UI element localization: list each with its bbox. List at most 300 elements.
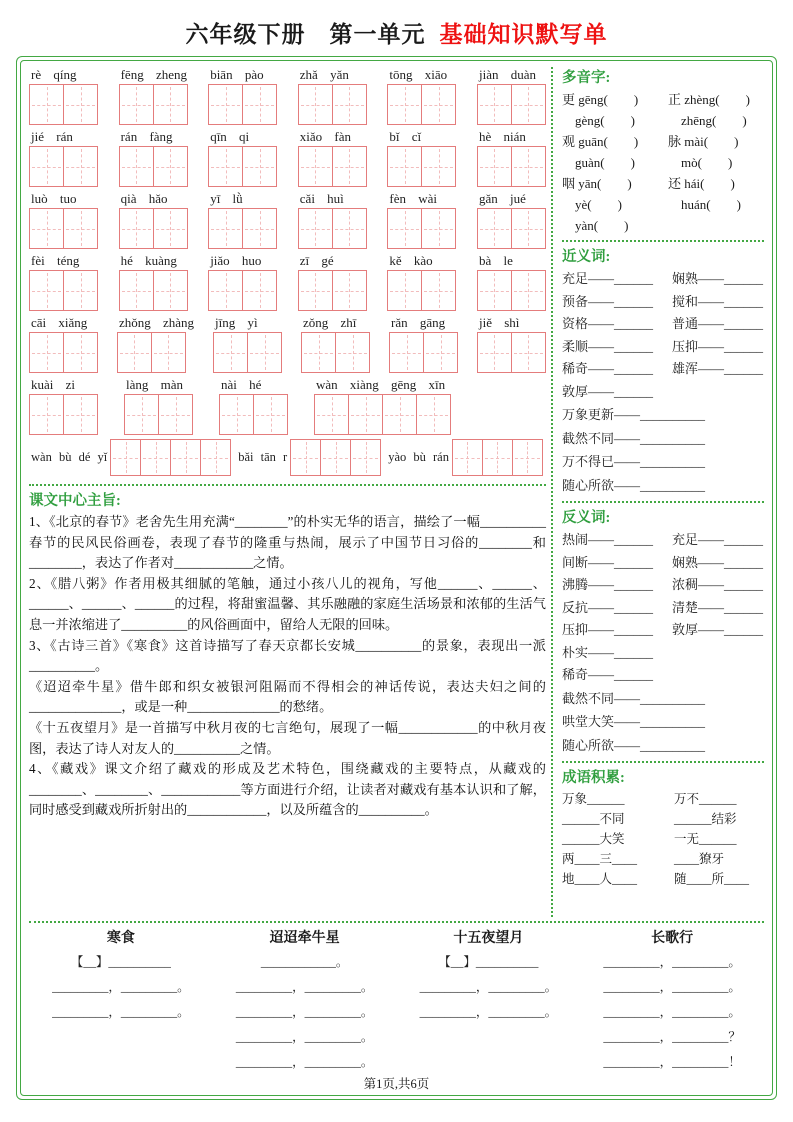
pinyin-word-group [29,377,98,435]
writing-box[interactable] [63,394,98,435]
pinyin-section [29,67,546,480]
pinyin-word-group [387,67,456,125]
writing-box[interactable] [140,439,171,476]
pinyin-label: zhǎ yǎn [299,67,349,82]
writing-grid [119,270,188,311]
word-pair-item: 随心所欲——__________ [562,737,706,753]
pinyin-word-group [387,253,456,311]
pinyin-label: yào bù rán [388,450,449,464]
idiom-item: 地____人____ [562,872,638,886]
word-pair-item: 稀奇——______ [562,361,654,376]
word-pair-item: 沸腾——______ [562,577,654,592]
antonyms-section [562,507,764,757]
writing-box[interactable] [63,146,98,187]
pinyin-word-group [477,67,546,125]
writing-box[interactable] [253,394,288,435]
pinyin-word-group [29,191,98,249]
writing-box[interactable] [153,146,188,187]
poem-title: 寒食 [106,931,135,946]
divider [562,240,764,242]
word-pair-item: 稀奇——______ [562,667,654,682]
word-pair-row [562,574,764,597]
duoyinzi-item: yàn( ) [562,218,629,233]
divider [29,921,764,923]
writing-box[interactable] [29,394,64,435]
writing-grid [119,84,188,125]
idioms-list [562,789,764,889]
poem-line: _________，_________。 [235,1005,374,1019]
poem-line: _________，_________。 [235,1055,374,1069]
poem-title: 十五夜望月 [453,931,524,946]
pinyin-label: làng màn [126,377,184,392]
writing-grid [29,84,98,125]
duoyinzi-item: 脉 mài( ) [668,134,739,149]
writing-box[interactable] [29,208,64,249]
word-pair-item: 朴实——______ [562,644,654,660]
poem-column [29,928,213,1075]
word-pair-row [562,642,764,665]
word-pair-row [562,529,764,552]
writing-box[interactable] [208,146,243,187]
writing-box[interactable] [119,270,154,311]
pinyin-label: qià hǎo [120,191,168,206]
writing-box[interactable] [511,332,546,373]
writing-box[interactable] [511,146,546,187]
writing-box[interactable] [511,270,546,311]
writing-box[interactable] [382,394,417,435]
pinyin-label: kuài zi [31,377,76,392]
duoyinzi-list [562,89,764,236]
writing-box[interactable] [242,84,277,125]
pinyin-row [29,315,546,373]
pinyin-label: luò tuo [31,191,77,206]
writing-box[interactable] [452,439,483,476]
writing-box[interactable] [208,84,243,125]
pinyin-word-group [219,377,288,435]
pinyin-row [29,67,546,125]
word-pair-item: 资格——______ [562,316,654,331]
word-pair-row [562,268,764,291]
writing-box[interactable] [477,332,512,373]
writing-box[interactable] [350,439,381,476]
writing-box[interactable] [423,332,458,373]
writing-grid [29,394,98,435]
page-title [16,16,777,49]
page-number: 第1页,共6页 [363,1077,430,1091]
writing-box[interactable] [158,394,193,435]
writing-grid [477,332,546,373]
pinyin-word-group [29,67,98,125]
poem-line: _________，_________。 [603,980,741,994]
writing-grid [124,394,193,435]
writing-box[interactable] [477,208,512,249]
duoyinzi-row [562,215,764,236]
word-pair-item: 娴熟——______ [672,554,764,570]
pinyin-label: jiě shì [478,315,520,330]
summary-paragraph: 3、《古诗三首》《寒食》这首诗描写了春天京都长安城__________的景象，表现出一派__________。 [29,637,546,674]
writing-grid [119,146,188,187]
idiom-item: 两____三____ [562,852,638,866]
writing-box[interactable] [63,332,98,373]
pinyin-label: rǎn gāng [391,315,446,330]
pinyin-word-group [236,439,381,476]
duoyinzi-section [562,67,764,236]
pinyin-label: fèn wài [389,191,437,206]
writing-box[interactable] [117,332,152,373]
writing-grid [477,208,546,249]
writing-box[interactable] [298,84,333,125]
pinyin-word-group [477,129,546,187]
pinyin-label: tōng xiāo [389,67,448,82]
word-pair-item: 万不得已——__________ [562,454,706,469]
writing-box[interactable] [389,332,424,373]
writing-box[interactable] [421,84,456,125]
word-pair-row [562,619,764,642]
word-pair-item: 万象更新——__________ [562,407,706,422]
poem-line: _________，_________！ [603,1055,741,1069]
writing-box[interactable] [110,439,141,476]
writing-grid [314,394,451,435]
writing-grid [208,84,277,125]
pinyin-word-group [477,315,546,373]
poem-line: _________，_________。 [235,1030,374,1044]
pinyin-row [29,191,546,249]
pinyin-word-group [119,191,188,249]
word-pair-item: 雄浑——______ [672,361,764,376]
writing-box[interactable] [335,332,370,373]
pinyin-row [29,253,546,311]
writing-box[interactable] [63,84,98,125]
writing-box[interactable] [242,208,277,249]
pinyin-label: wàn xiàng gēng xīn [316,377,446,392]
word-pair-item: 哄堂大笑——__________ [562,714,706,729]
pinyin-label: jīng yì [215,315,258,330]
idiom-row [562,829,764,849]
pinyin-word-group [298,129,367,187]
writing-box[interactable] [477,146,512,187]
idioms-section [562,767,764,889]
antonyms-heading: 反义词: [562,510,611,526]
writing-box[interactable] [332,208,367,249]
writing-box[interactable] [29,146,64,187]
word-pair-item: 热闹——______ [562,532,654,547]
writing-box[interactable] [153,270,188,311]
word-pair-item: 预备——______ [562,293,654,309]
writing-box[interactable] [151,332,186,373]
writing-box[interactable] [387,146,422,187]
poem-title: 迢迢牵牛星 [269,931,340,946]
pinyin-word-group [387,129,456,187]
pinyin-word-group [477,191,546,249]
duoyinzi-item: 咽 yān( ) [562,176,632,191]
writing-grid [298,208,367,249]
writing-grid [29,146,98,187]
word-pair-item: 压抑——______ [672,338,764,354]
duoyinzi-item: yè( ) [562,197,622,212]
duoyinzi-item: guàn( ) [562,155,635,170]
word-pair-item: 搅和——______ [672,293,764,309]
pinyin-word-group [387,191,456,249]
writing-box[interactable] [301,332,336,373]
synonyms-section [562,246,764,497]
writing-box[interactable] [416,394,451,435]
writing-grid [290,439,381,476]
duoyinzi-item: 更 gēng( ) [562,92,639,107]
synonyms-list [562,268,764,497]
writing-box[interactable] [482,439,513,476]
duoyinzi-item: huán( ) [668,197,741,212]
writing-box[interactable] [387,208,422,249]
pinyin-label: zī gé [299,253,334,268]
poem-line: _________，_________。 [235,980,374,994]
duoyinzi-item: zhēng( ) [668,113,747,128]
synonyms-heading: 近义词: [562,249,611,265]
writing-grid [298,84,367,125]
pinyin-label: biān pào [210,67,264,82]
writing-grid [387,146,456,187]
word-pair-item: 敦厚——______ [562,383,654,399]
writing-box[interactable] [511,208,546,249]
writing-box[interactable] [170,439,201,476]
writing-box[interactable] [320,439,351,476]
duoyinzi-item: 正 zhèng( ) [668,92,750,107]
writing-box[interactable] [247,332,282,373]
writing-box[interactable] [153,208,188,249]
pinyin-word-group [29,315,98,373]
writing-box[interactable] [219,394,254,435]
writing-grid [29,270,98,311]
writing-box[interactable] [477,270,512,311]
poem-line: _________，_________。 [603,955,741,969]
word-pair-item: 柔顺——______ [562,338,654,354]
writing-box[interactable] [512,439,543,476]
pinyin-row [29,377,546,435]
pinyin-word-group [29,129,98,187]
word-pair-item: 充足——______ [672,532,764,547]
writing-box[interactable] [314,394,349,435]
writing-grid [387,208,456,249]
writing-grid [117,332,194,373]
writing-grid [477,84,546,125]
writing-grid [477,146,546,187]
writing-box[interactable] [332,270,367,311]
idiom-item: ______不同 [562,812,625,826]
pinyin-label: jié rán [31,129,73,144]
writing-grid [452,439,543,476]
duoyinzi-row [562,194,764,215]
writing-box[interactable] [290,439,321,476]
text-summary-section [29,490,546,821]
idiom-row [562,809,764,829]
vertical-divider [551,67,553,917]
summary-paragraph: 《十五夜望月》是一首描写中秋月夜的七言绝句，展现了一幅____________的中秋月夜图，表达了诗人对友人的__________之情。 [29,719,546,756]
pinyin-label: nài hé [221,377,262,392]
pinyin-label: jiàn duàn [478,67,536,82]
writing-box[interactable] [124,394,159,435]
title-main: 六年级下册 第一单元 [185,22,426,47]
poem-line: _________，_________。 [419,980,558,994]
idiom-item: 万象______ [562,792,625,806]
writing-grid [298,270,367,311]
summary-paragraph: 1、《北京的春节》老舍先生用充满“________”的朴实无华的语言，描绘了一幅__________春节的民风民俗画卷，表现了春节的隆重与热闹，展示了中国节日习俗的________和________，表达了作者对____________之情。 [29,514,546,571]
word-pair-row [562,291,764,314]
pinyin-word-group [389,315,458,373]
writing-box[interactable] [511,84,546,125]
pinyin-row [29,129,546,187]
duoyinzi-row [562,152,764,173]
idiom-row [562,789,764,809]
word-pair-item: 浓稠——______ [672,577,764,592]
pinyin-label: cāi xiǎng [31,315,88,330]
word-pair-item: 截然不同——__________ [562,430,706,446]
writing-box[interactable] [29,332,64,373]
writing-box[interactable] [387,84,422,125]
word-pair-item: 随心所欲——__________ [562,477,706,493]
pinyin-word-group [208,67,277,125]
main-content [29,67,764,917]
duoyinzi-row [562,173,764,194]
writing-box[interactable] [63,208,98,249]
pinyin-word-group [477,253,546,311]
pinyin-word-group [29,253,98,311]
pinyin-word-group [386,439,543,476]
writing-box[interactable] [119,146,154,187]
pinyin-label: fèi téng [31,253,80,268]
writing-box[interactable] [421,208,456,249]
word-pair-item: 娴熟——______ [672,271,764,286]
word-pair-row [562,381,764,404]
writing-box[interactable] [119,208,154,249]
word-pair-item: 充足——______ [562,271,654,286]
writing-box[interactable] [29,270,64,311]
page-border-inner [20,60,773,1096]
writing-box[interactable] [421,146,456,187]
pinyin-label: yī lǜ [210,191,243,206]
pinyin-word-group [119,129,188,187]
summary-heading: 课文中心主旨: [29,493,121,509]
idiom-item: 万不______ [674,792,737,806]
poem-column [580,928,764,1075]
writing-box[interactable] [348,394,383,435]
summary-paragraph: 《迢迢牵牛星》借牛郎和织女被银河阻隔而不得相会的神话传说，表达夫妇之间的______________，或是一种______________的愁绪。 [29,678,546,715]
word-pair-row [562,313,764,336]
word-pair-row [562,336,764,359]
idiom-item: 一无______ [674,832,737,846]
poem-line: _________，_________。 [419,1005,558,1019]
pinyin-label: hé kuàng [120,253,177,268]
word-pair-row [562,664,764,687]
writing-box[interactable] [298,146,333,187]
word-pair-row [562,552,764,575]
poem-line: ____________。 [260,955,349,969]
pinyin-label: jiǎo huo [210,253,262,268]
writing-box[interactable] [387,270,422,311]
pinyin-word-group [301,315,370,373]
pinyin-word-group [213,315,282,373]
writing-box[interactable] [298,270,333,311]
writing-box[interactable] [242,270,277,311]
pinyin-word-group [29,439,231,476]
idioms-heading: 成语积累: [562,770,625,786]
writing-box[interactable] [213,332,248,373]
pinyin-label: fēng zheng [120,67,187,82]
writing-box[interactable] [153,84,188,125]
duoyinzi-item: 还 hái( ) [668,176,735,191]
idiom-item: ______大笑 [562,832,625,846]
duoyinzi-heading: 多音字: [562,70,611,86]
writing-box[interactable] [29,84,64,125]
word-pair-item: 间断——______ [562,554,654,570]
left-column [29,67,546,917]
writing-grid [119,208,188,249]
pinyin-word-group [119,67,188,125]
writing-box[interactable] [477,84,512,125]
writing-box[interactable] [421,270,456,311]
summary-paragraphs [29,512,546,821]
writing-box[interactable] [208,270,243,311]
pinyin-label: wàn bù dé yǐ [31,450,108,464]
poem-line: 【__】__________ [438,955,539,969]
word-pair-item: 敦厚——______ [672,622,764,637]
pinyin-label: zhǒng zhàng [118,315,195,330]
word-pair-item: 截然不同——__________ [562,690,706,706]
writing-box[interactable] [242,146,277,187]
pinyin-word-group [208,129,277,187]
idiom-row [562,869,764,889]
idiom-item: 随____所____ [674,872,750,886]
title-accent: 基础知识默写单 [439,22,608,47]
idiom-item: ______结彩 [674,812,737,826]
pinyin-label: rè qíng [31,67,77,82]
writing-grid [29,208,98,249]
poem-column [213,928,397,1075]
writing-grid [389,332,458,373]
word-pair-item: 反抗——______ [562,599,654,615]
summary-paragraph: 2、《腊八粥》作者用极其细腻的笔触，通过小孩八儿的视角，写他______、______、______、______、______的过程，将甜蜜温馨、其乐融融的家庭生活场景和浓郁的生活气息一并浓缩进了__________的风俗画面中，留给人无限的回味。 [29,575,546,632]
writing-box[interactable] [332,146,367,187]
duoyinzi-row [562,89,764,110]
poem-line: 【__】__________ [70,955,171,969]
writing-box[interactable] [119,84,154,125]
writing-box[interactable] [63,270,98,311]
writing-box[interactable] [332,84,367,125]
pinyin-word-group [119,253,188,311]
writing-box[interactable] [208,208,243,249]
pinyin-word-group [208,191,277,249]
writing-grid [298,146,367,187]
idiom-item: ____獠牙 [674,852,725,866]
writing-grid [29,332,98,373]
pinyin-label: hè nián [478,129,526,144]
pinyin-label: bǎi tān r [238,450,288,464]
writing-grid [477,270,546,311]
writing-box[interactable] [298,208,333,249]
duoyinzi-item: gèng( ) [562,113,635,128]
word-pair-item: 普通——______ [672,316,764,331]
writing-grid [208,270,277,311]
poem-line: _________，_________。 [52,980,190,994]
poem-column [397,928,581,1075]
duoyinzi-row [562,110,764,131]
poem-line: _________，_________？ [603,1030,741,1044]
pinyin-label: xiǎo fàn [299,129,352,144]
writing-box[interactable] [200,439,231,476]
duoyinzi-item: mò( ) [668,155,733,170]
writing-grid [387,84,456,125]
poems-section [29,928,764,1075]
divider [29,484,546,486]
right-column [558,67,764,917]
